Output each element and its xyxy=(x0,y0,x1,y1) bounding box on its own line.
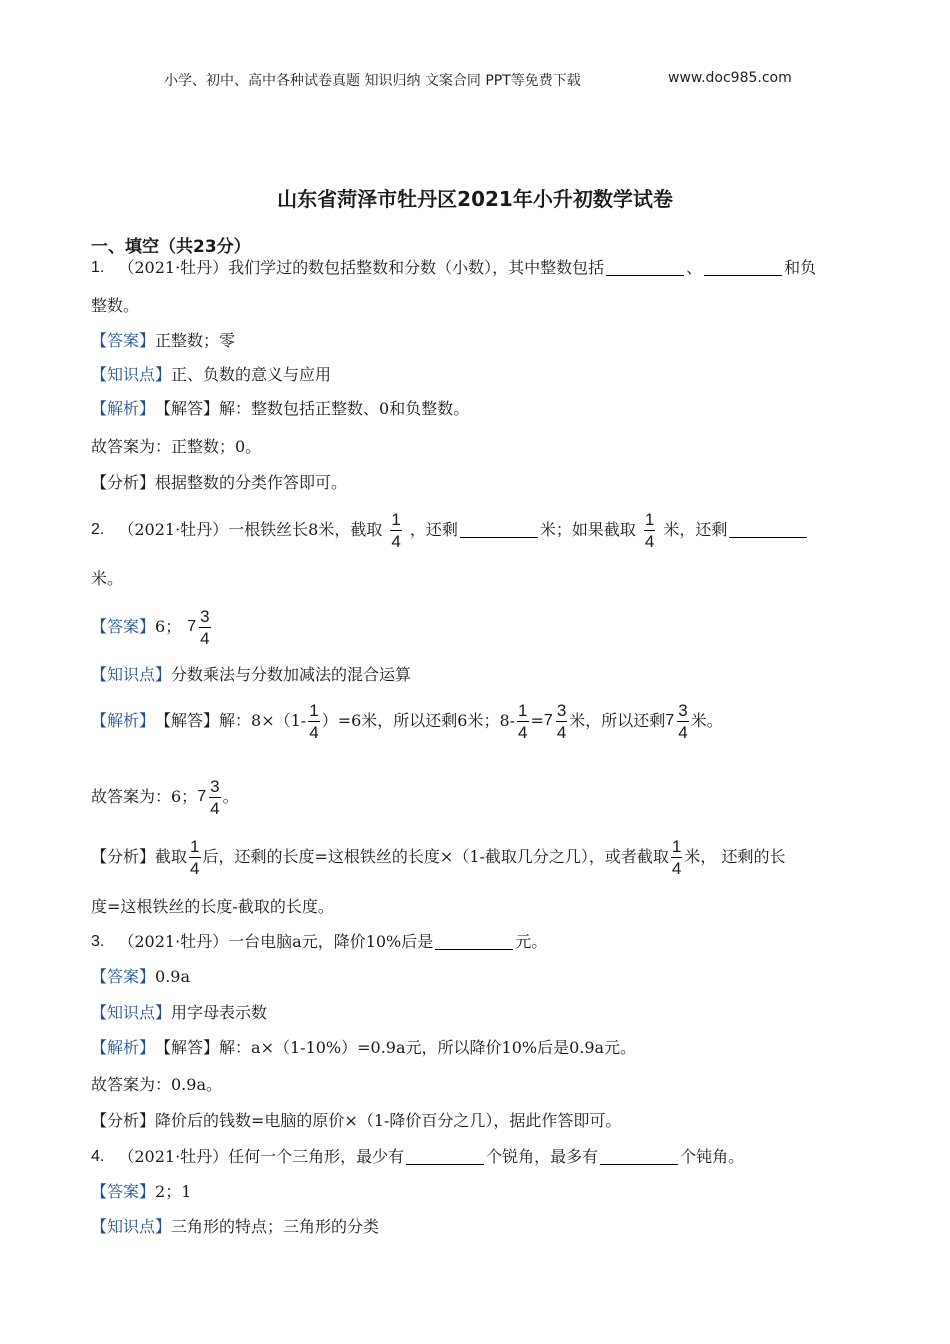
q4-stem-a: （2021·牡丹）任何一个三角形，最少有 xyxy=(118,1147,405,1166)
q4-number: 4. xyxy=(91,1148,105,1165)
q2-stem-e: 米。 xyxy=(91,569,124,588)
q3-knowledge xyxy=(91,1002,267,1024)
fraction-one-quarter: $\frac{1}{4}$ xyxy=(644,509,655,551)
q1-knowledge xyxy=(91,364,331,386)
fraction-one-quarter: $\frac{1}{4}$ xyxy=(309,700,319,742)
review-tag: 【分析】 xyxy=(91,847,156,866)
section-heading: 一、填空（共23分） xyxy=(91,237,251,257)
header-ad-text: 小学、初中、高中各种试卷真题 知识归纳 文案合同 PPT等免费下载 xyxy=(164,73,581,89)
q3-solution-text: 解：a×（1-10%）=0.9a元，所以降价10%后是0.9a元。 xyxy=(219,1038,637,1057)
q1-answer-text: 正整数；零 xyxy=(155,331,236,350)
q2-knowledge-text: 分数乘法与分数加减法的混合运算 xyxy=(171,665,412,684)
analysis-tag: 【解析】 xyxy=(91,711,156,730)
solve-tag: 【解答】 xyxy=(155,711,220,730)
fraction-three-quarters: $\frac{3}{4}$ xyxy=(200,606,210,648)
page-title: 山东省菏泽市牡丹区2021年小升初数学试卷 xyxy=(277,187,673,211)
q2-sol-a: 解：8×（1- xyxy=(219,711,307,730)
knowledge-tag: 【知识点】 xyxy=(91,365,172,384)
q4-stem-b: 个锐角，最多有 xyxy=(486,1147,599,1166)
fraction-three-quarters: $\frac{3}{4}$ xyxy=(556,700,567,742)
analysis-tag: 【解析】 xyxy=(91,1038,156,1057)
q1-answer xyxy=(91,330,235,352)
q2-stem-d: 米，还剩 xyxy=(663,520,728,539)
q1-stem-text: （2021·牡丹）我们学过的数包括整数和分数（小数），其中整数包括 xyxy=(118,258,605,277)
q3-solution xyxy=(91,1037,636,1059)
q1-stem-cont: 整数。 xyxy=(91,296,140,315)
q3-answer-text: 0.9a xyxy=(155,967,190,986)
fraction-one-quarter: $\frac{1}{4}$ xyxy=(391,509,401,551)
fraction-three-quarters: $\frac{3}{4}$ xyxy=(678,700,688,742)
answer-tag: 【答案】 xyxy=(91,1182,156,1201)
mixed-number-whole: 7 xyxy=(665,712,675,729)
q1-solution-text: 解：整数包括正整数、0和负整数。 xyxy=(219,399,470,418)
q2-concl-text: 故答案为：6； xyxy=(91,787,198,806)
q2-rev-b: 后，还剩的长度=这根铁丝的长度×（1-截取几分之几），或者截取 xyxy=(202,847,669,866)
q1-number: 1. xyxy=(91,259,105,276)
q1-blank-1[interactable] xyxy=(606,261,684,276)
knowledge-tag: 【知识点】 xyxy=(91,665,172,684)
q2-blank-1[interactable] xyxy=(460,523,538,538)
knowledge-tag: 【知识点】 xyxy=(91,1217,172,1236)
q3-blank[interactable] xyxy=(435,935,513,950)
analysis-tag: 【解析】 xyxy=(91,399,156,418)
q1-stem xyxy=(91,257,816,279)
mixed-number-whole: 7 xyxy=(197,788,207,805)
q4-answer-text: 2；1 xyxy=(155,1182,192,1201)
q3-stem-a: （2021·牡丹）一台电脑a元，降价10%后是 xyxy=(118,932,434,951)
fraction-one-quarter: $\frac{1}{4}$ xyxy=(671,836,682,878)
q4-blank-2[interactable] xyxy=(600,1150,678,1165)
q2-solution xyxy=(91,698,723,744)
q3-knowledge-text: 用字母表示数 xyxy=(171,1003,268,1022)
answer-tag: 【答案】 xyxy=(91,331,156,350)
q2-rev-c: 米， 还剩的长 xyxy=(684,847,786,866)
mixed-number-whole: 7 xyxy=(187,618,197,635)
q2-rev-d: 度=这根铁丝的长度-截取的长度。 xyxy=(91,897,334,916)
q1-solution xyxy=(91,398,469,420)
mixed-number-whole: 7 xyxy=(543,712,553,729)
solve-tag: 【解答】 xyxy=(155,1038,220,1057)
fraction-three-quarters: $\frac{3}{4}$ xyxy=(210,776,220,818)
q4-blank-1[interactable] xyxy=(406,1150,484,1165)
answer-tag: 【答案】 xyxy=(91,617,156,636)
q1-knowledge-text: 正、负数的意义与应用 xyxy=(171,365,332,384)
q1-review-text: 根据整数的分类作答即可。 xyxy=(155,473,348,492)
q2-stem xyxy=(91,507,809,553)
q2-answer xyxy=(91,604,213,650)
q2-stem-a: （2021·牡丹）一根铁丝长8米，截取 xyxy=(118,520,383,539)
review-tag: 【分析】 xyxy=(91,473,156,492)
q2-stem-b: ，还剩 xyxy=(409,520,458,539)
q3-review xyxy=(91,1110,621,1132)
q3-review-text: 降价后的钱数=电脑的原价×（1-降价百分之几），据此作答即可。 xyxy=(155,1111,622,1130)
q1-stem-tail: 和负 xyxy=(784,258,817,277)
q2-sol-d: 米，所以还剩 xyxy=(569,711,666,730)
q4-stem-c: 个钝角。 xyxy=(680,1147,745,1166)
q3-stem xyxy=(91,931,547,953)
review-tag: 【分析】 xyxy=(91,1111,156,1130)
q2-review xyxy=(91,834,785,880)
header-site-link[interactable]: www.doc985.com xyxy=(668,70,792,86)
q1-conclusion: 故答案为：正整数；0。 xyxy=(91,437,262,456)
q4-answer xyxy=(91,1181,191,1203)
q2-rev-a: 截取 xyxy=(155,847,188,866)
q2-sol-c: = xyxy=(530,711,544,730)
answer-tag: 【答案】 xyxy=(91,967,156,986)
q1-review xyxy=(91,472,347,494)
q2-stem-c: 米；如果截取 xyxy=(539,520,636,539)
q1-sep: 、 xyxy=(686,258,703,277)
fraction-one-quarter: $\frac{1}{4}$ xyxy=(518,700,528,742)
q2-blank-2[interactable] xyxy=(729,523,807,538)
q4-stem xyxy=(91,1146,744,1168)
q2-number: 2. xyxy=(91,521,105,538)
q1-blank-2[interactable] xyxy=(704,261,782,276)
fraction-one-quarter: $\frac{1}{4}$ xyxy=(190,836,200,878)
q2-answer-a: 6； xyxy=(155,617,182,636)
knowledge-tag: 【知识点】 xyxy=(91,1003,172,1022)
q2-sol-e: 米。 xyxy=(690,711,723,730)
q3-conclusion: 故答案为：0.9a。 xyxy=(91,1075,222,1094)
q2-knowledge xyxy=(91,664,411,686)
q2-conclusion xyxy=(91,774,239,820)
q3-answer xyxy=(91,966,190,988)
q3-number: 3. xyxy=(91,933,105,950)
q4-knowledge-text: 三角形的特点；三角形的分类 xyxy=(171,1217,380,1236)
q3-stem-b: 元。 xyxy=(515,932,548,951)
q4-knowledge xyxy=(91,1216,379,1238)
q2-sol-b: ）=6米，所以还剩6米；8- xyxy=(321,711,516,730)
q2-concl-period: 。 xyxy=(222,787,239,806)
solve-tag: 【解答】 xyxy=(155,399,220,418)
